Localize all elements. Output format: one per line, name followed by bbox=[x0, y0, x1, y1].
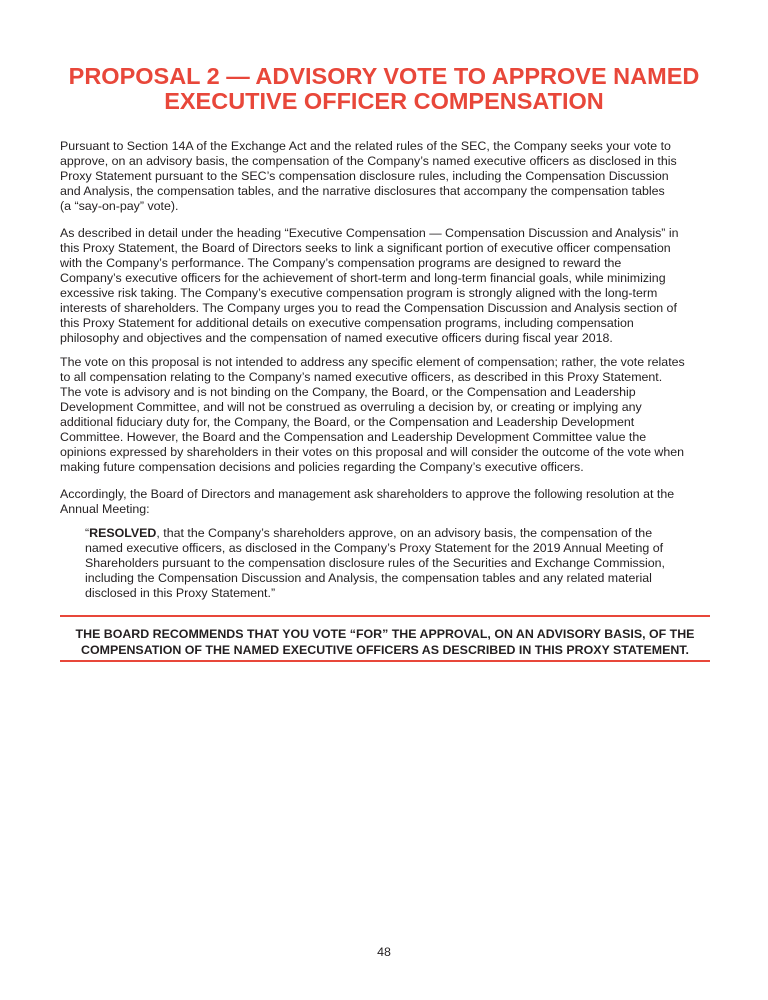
text-line: Development Committee, and will not be construed as overruling a decision by, or creating or implying any bbox=[60, 400, 642, 414]
text-line: this Proxy Statement, the Board of Directors seeks to link a significant portion of executive officer compensation bbox=[60, 241, 671, 255]
text-line: Committee. However, the Board and the Compensation and Leadership Development Committee value the bbox=[60, 430, 647, 444]
text-line: disclosed in this Proxy Statement.” bbox=[85, 586, 276, 600]
text-line: excessive risk taking. The Company’s executive compensation program is strongly aligned with the long-term bbox=[60, 286, 658, 300]
paragraph-resolution-intro bbox=[60, 487, 720, 517]
board-recommendation bbox=[55, 626, 715, 658]
text-line: THE BOARD RECOMMENDS THAT YOU VOTE “FOR” THE APPROVAL, ON AN ADVISORY BASIS, OF THE bbox=[75, 627, 695, 641]
text-line: named executive officers, as disclosed in the Company’s Proxy Statement for the 2019 Annual Meeting of bbox=[85, 541, 664, 555]
text-line: As described in detail under the heading “Executive Compensation — Compensation Discussion and Analysis” in bbox=[60, 226, 679, 240]
text-line: Accordingly, the Board of Directors and management ask shareholders to approve the following resolution at the bbox=[60, 487, 675, 501]
resolved-label: RESOLVED bbox=[89, 526, 157, 540]
text-line bbox=[85, 526, 745, 541]
paragraph-advisory-vote bbox=[60, 355, 720, 475]
paragraph-compensation-philosophy bbox=[60, 226, 720, 346]
text-line: The vote is advisory and is not binding on the Company, the Board, or the Compensation and Leadership bbox=[60, 385, 636, 399]
text-fragment: , that the Company’s shareholders approve, on an advisory basis, the compensation of the bbox=[156, 526, 653, 540]
text-line: COMPENSATION OF THE NAMED EXECUTIVE OFFICERS AS DESCRIBED IN THIS PROXY STATEMENT. bbox=[81, 643, 689, 657]
text-line: additional fiduciary duty for, the Company, the Board, or the Compensation and Leadership Development bbox=[60, 415, 635, 429]
text-line: to all compensation relating to the Company’s named executive officers, as described in this Proxy Statement. bbox=[60, 370, 663, 384]
text-line: (a “say-on-pay” vote). bbox=[60, 199, 179, 213]
text-line: interests of shareholders. The Company urges you to read the Compensation Discussion and Analysis section of bbox=[60, 301, 677, 315]
text-line: Company’s executive officers for the achievement of short-term and long-term financial goals, while minimizing bbox=[60, 271, 666, 285]
text-line: with the Company’s performance. The Company’s compensation programs are designed to reward the bbox=[60, 256, 622, 270]
title-line: EXECUTIVE OFFICER COMPENSATION bbox=[164, 88, 604, 114]
page-number: 48 bbox=[377, 945, 391, 959]
divider-bottom bbox=[60, 660, 710, 662]
text-line: Shareholders pursuant to the compensation disclosure rules of the Securities and Exchange Commission, bbox=[85, 556, 665, 570]
page-title bbox=[40, 64, 728, 114]
text-line: making future compensation decisions and policies regarding the Company’s executive officers. bbox=[60, 460, 584, 474]
open-quote: “ bbox=[85, 526, 90, 540]
text-line: and Analysis, the compensation tables, and the narrative disclosures that accompany the compensation tables bbox=[60, 184, 665, 198]
text-line: opinions expressed by shareholders in their votes on this proposal and will consider the outcome of the vote when bbox=[60, 445, 685, 459]
resolution-quote bbox=[85, 526, 745, 601]
paragraph-say-on-pay bbox=[60, 139, 720, 214]
title-line: PROPOSAL 2 — ADVISORY VOTE TO APPROVE NAMED bbox=[68, 63, 700, 89]
text-line: Annual Meeting: bbox=[60, 502, 150, 516]
divider-top bbox=[60, 615, 710, 617]
text-line: The vote on this proposal is not intended to address any specific element of compensation; rather, the vote relates bbox=[60, 355, 685, 369]
text-line: including the Compensation Discussion and Analysis, the compensation tables and any related material bbox=[85, 571, 652, 585]
text-line: approve, on an advisory basis, the compensation of the Company’s named executive officers as disclosed in this bbox=[60, 154, 677, 168]
text-line: this Proxy Statement for additional details on executive compensation programs, including compensation bbox=[60, 316, 634, 330]
text-line: Proxy Statement pursuant to the SEC’s compensation disclosure rules, including the Compensation Discussion bbox=[60, 169, 669, 183]
text-line: philosophy and objectives and the compensation of named executive officers during fiscal year 2018. bbox=[60, 331, 613, 345]
text-line: Pursuant to Section 14A of the Exchange Act and the related rules of the SEC, the Company seeks your vote to bbox=[60, 139, 671, 153]
